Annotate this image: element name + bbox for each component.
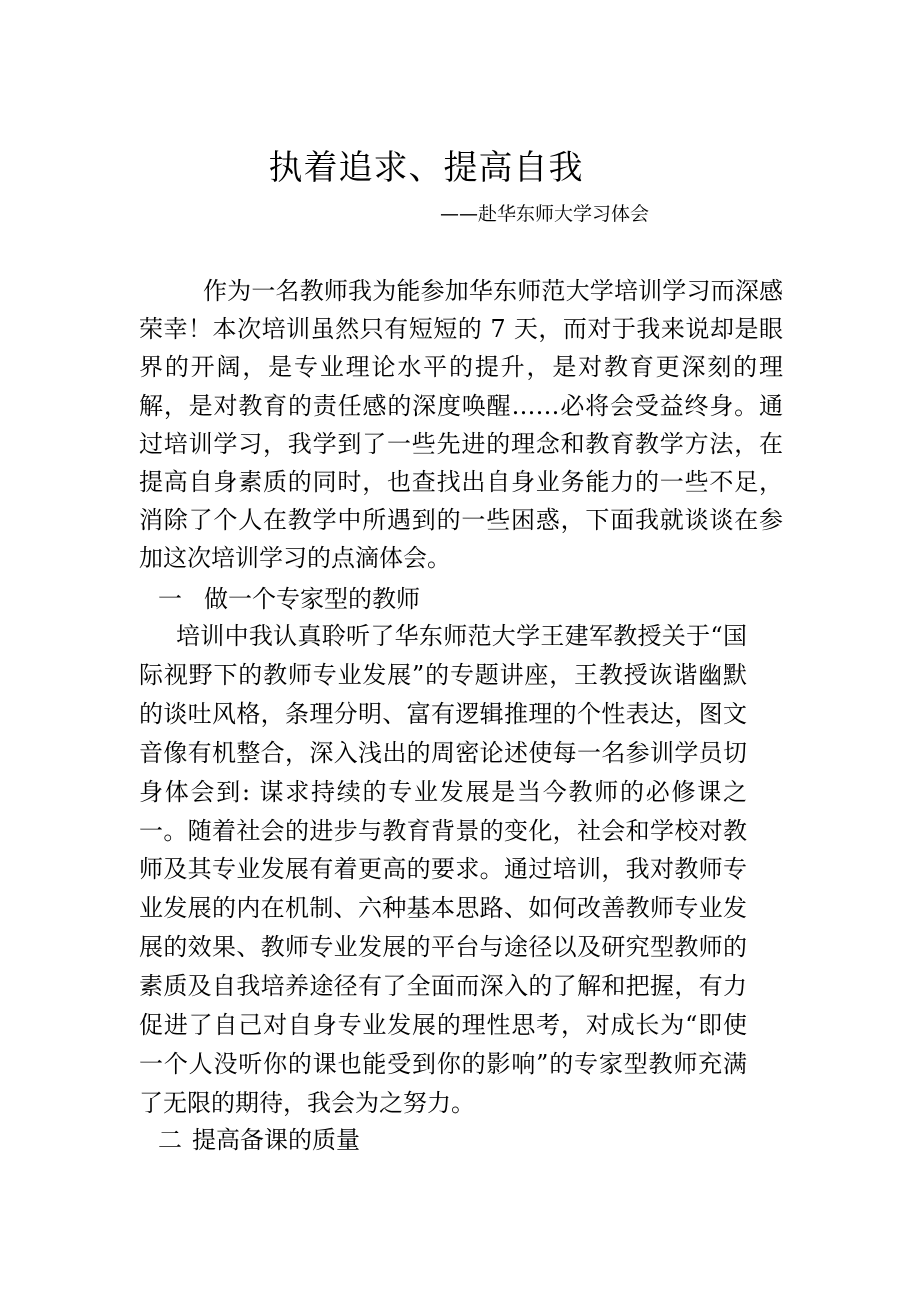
document-title: 执着追求、提高自我 (268, 148, 584, 188)
section-heading-text-1: 做一个专家型的教师 (204, 585, 420, 613)
section-heading-1 (158, 580, 420, 618)
intro-paragraph: 作为一名教师我为能参加华东师范大学培训学习而深感荣幸！本次培训虽然只有短短的 7 天，而对于我来说却是眼界的开阔，是专业理论水平的提升，是对教育更深刻的理解，是对教育的责任感的深度唤醒……必将会受益终身。通过培训学习，我学到了一些先进的理念和教育教学方法，在提高自身素质的同时，也查找出自身业务能力的一些不足，消除了个人在教学中所遇到的一些困惑，下面我就谈谈在参加这次培训学习的点滴体会。 (139, 277, 783, 573)
document-subtitle: ——赴华东师大学习体会 (440, 203, 650, 225)
section-heading-text-2: 提高备课的质量 (192, 1126, 360, 1154)
section-1-paragraph: 培训中我认真聆听了华东师范大学王建军教授关于“国际视野下的教师专业发展”的专题讲座，王教授诙谐幽默的谈吐风格，条理分明、富有逻辑推理的个性表达，图文音像有机整合，深入浅出的周密论述使每一名参训学员切身体会到: 谋求持续的专业发展是当今教师的必修课之一。随着社会的进步与教育背景的变化，社会和学校对教师及其专业发展有着更高的要求。通过培训，我对教师专业发展的内在机制、六种基本思路、如何改善教师专业发展的效果、教师专业发展的平台与途径以及研究型教师的素质及自我培养途径有了全面而深入的了解和把握，有力促进了自己对自身专业发展的理性思考，对成长为“即使一个人没听你的课也能受到你的影响”的专家型教师充满了无限的期待，我会为之努力。 (139, 622, 747, 1117)
section-heading-2 (158, 1121, 360, 1159)
section-number-2: 二 (158, 1126, 182, 1154)
section-number-1: 一 (158, 585, 182, 613)
